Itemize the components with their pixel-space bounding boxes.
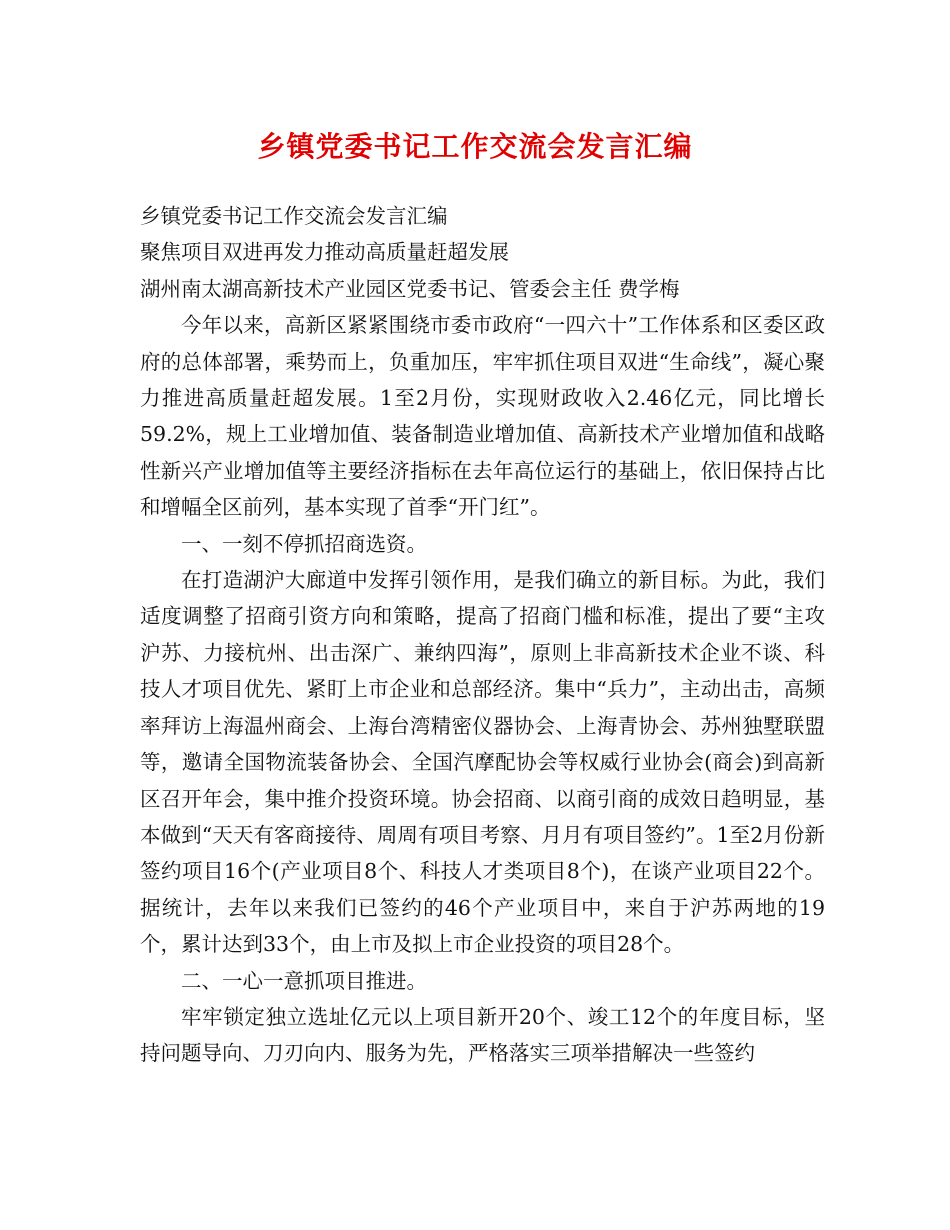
section-heading-2: 二、一心一意抓项目推进。 (181, 968, 427, 993)
document-body (140, 198, 825, 1072)
section-heading-1: 一、一刻不停抓招商选资。 (181, 531, 427, 556)
paragraph-intro: 今年以来，高新区紧紧围绕市委市政府“一四六十”工作体系和区委区政府的总体部署，乘势而上，负重加压，牢牢抓住项目双进“生命线”，凝心聚力推进高质量赶超发展。1至2月份，实现财政收入2.46亿元，同比增长59.2%，规上工业增加值、装备制造业增加值、高新技术产业增加值和战略性新兴产业增加值等主要经济指标在去年高位运行的基础上，依旧保持占比和增幅全区前列，基本实现了首季“开门红”。 (140, 313, 825, 520)
header-line-speaker: 湖州南太湖高新技术产业园区党委书记、管委会主任 费学梅 (140, 276, 680, 301)
paragraph-section-2: 牢牢锁定独立选址亿元以上项目新开20个、竣工12个的年度目标，坚持问题导向、刀刃向内、服务为先，严格落实三项举措解决一些签约 (140, 1004, 825, 1066)
header-line-speech-title: 聚焦项目双进再发力推动高质量赶超发展 (140, 240, 509, 265)
document-title: 乡镇党委书记工作交流会发言汇编 (257, 130, 693, 163)
header-line-collection-title: 乡镇党委书记工作交流会发言汇编 (140, 204, 448, 228)
paragraph-section-1: 在打造湖沪大廊道中发挥引领作用，是我们确立的新目标。为此，我们适度调整了招商引资方向和策略，提高了招商门槛和标准，提出了要“主攻沪苏、力接杭州、出击深广、兼纳四海”，原则上非高新技术企业不谈、科技人才项目优先、紧盯上市企业和总部经济。集中“兵力”，主动出击，高频率拜访上海温州商会、上海台湾精密仪器协会、上海青协会、苏州独墅联盟等，邀请全国物流装备协会、全国汽摩配协会等权威行业协会(商会)到高新区召开年会，集中推介投资环境。协会招商、以商引商的成效日趋明显，基本做到“天天有客商接待、周周有项目考察、月月有项目签约”。1至2月份新签约项目16个(产业项目8个、科技人才类项目8个)，在谈产业项目22个。据统计，去年以来我们已签约的46个产业项目中，来自于沪苏两地的19个，累计达到33个，由上市及拟上市企业投资的项目28个。 (140, 568, 825, 957)
